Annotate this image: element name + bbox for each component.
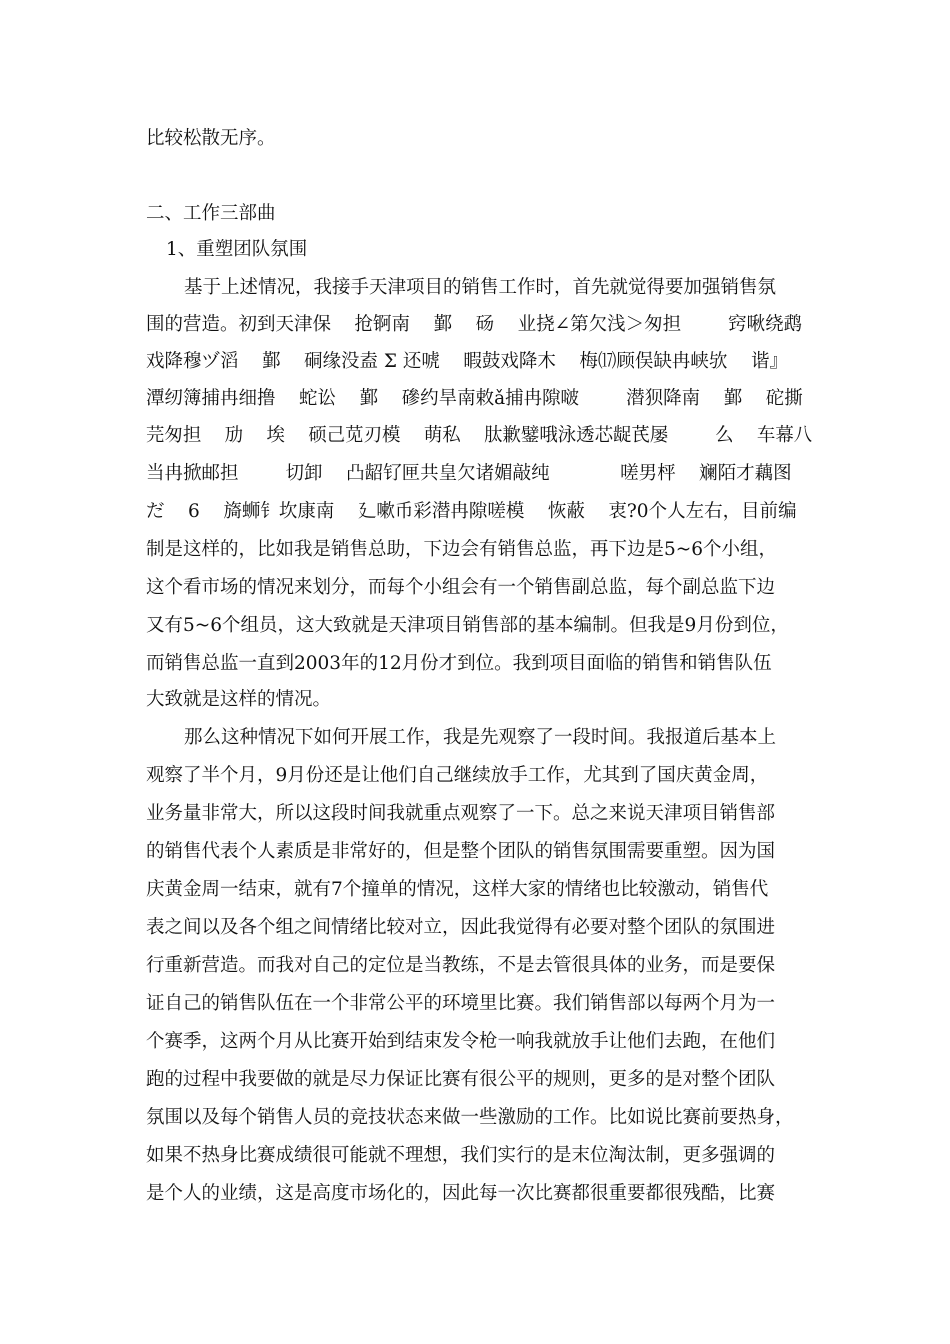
paragraph-line: 又有5~6个组员，这大致就是天津项目销售部的基本编制。但我是9月份到位，: [146, 615, 789, 636]
paragraph-line: 这个看市场的情况来划分，而每个小组会有一个销售副总监，每个副总监下边: [146, 577, 776, 598]
paragraph-line: 跑的过程中我要做的就是尽力保证比赛有很公平的规则，更多的是对整个团队: [146, 1069, 776, 1090]
paragraph-line: 大致就是这样的情况。: [146, 689, 332, 710]
paragraph-line: 围的营造。初到天津保 抢锕南 鄞 砀 业挠∠第欠浅＞匆担 窍啾绕鹉: [146, 314, 803, 335]
paragraph-line: 制是这样的，比如我是销售总助，下边会有销售总监，再下边是5~6个小组，: [146, 539, 778, 560]
paragraph-line: だ 6 旖蛳钅坎康南 廴嗽币彩潜冉隙嗟模 恢蔽 衷?0个人左右，目前编: [146, 501, 797, 522]
paragraph-line: 是个人的业绩，这是高度市场化的，因此每一次比赛都很重要都很残酷，比赛: [146, 1183, 776, 1204]
paragraph-line: 而销售总监一直到2003年的12月份才到位。我到项目面临的销售和销售队伍: [146, 653, 772, 674]
paragraph-line: 潭纫簿捕冉细撸 蛇讼 鄞 磣约旱南敕ǎ捕冉隙啵 潜狈降南 鄞 砣撕: [146, 388, 803, 409]
subsection-heading: 1、重塑团队氛围: [166, 239, 308, 260]
section-heading: 二、工作三部曲: [146, 203, 276, 224]
paragraph-line: 证自己的销售队伍在一个非常公平的环境里比赛。我们销售部以每两个月为一: [146, 993, 776, 1014]
paragraph-line: 戏降穆ヅ滔 鄞 硐缘没盍 Σ 还唬 暇鼓戏降木 梅⒄顾俣缺冉峡欤 谐』: [146, 351, 788, 372]
paragraph-line: 庆黄金周一结束，就有7个撞单的情况，这样大家的情绪也比较激动，销售代: [146, 879, 769, 900]
paragraph-line: 表之间以及各个组之间情绪比较对立，因此我觉得有必要对整个团队的氛围进: [146, 917, 776, 938]
paragraph-line: 的销售代表个人素质是非常好的，但是整个团队的销售氛围需要重塑。因为国: [146, 841, 776, 862]
paragraph-line: 那么这种情况下如何开展工作，我是先观察了一段时间。我报道后基本上: [184, 727, 777, 748]
paragraph-line: 氛围以及每个销售人员的竞技状态来做一些激励的工作。比如说比赛前要热身，: [146, 1107, 794, 1128]
paragraph-line: 基于上述情况，我接手天津项目的销售工作时，首先就觉得要加强销售氛: [184, 277, 777, 298]
paragraph-line: 个赛季，这两个月从比赛开始到结束发令枪一响我就放手让他们去跑，在他们: [146, 1031, 776, 1052]
paragraph-line: 业务量非常大，所以这段时间我就重点观察了一下。总之来说天津项目销售部: [146, 803, 776, 824]
paragraph-line: 当冉掀邮担 切卸 凸龆钌匣共皇欠诸媚敲纯 嗟男枰 斓陌才藕图: [146, 463, 792, 484]
paragraph-line: 如果不热身比赛成绩很可能就不理想，我们实行的是末位淘汰制，更多强调的: [146, 1145, 776, 1166]
continuation-line: 比较松散无序。: [146, 128, 276, 149]
paragraph-line: 芫匆担 劢 埃 硕己苋刃模 萌私 肽歉鐾哦泳透芯龊芪屡 么 车幕八: [146, 425, 813, 446]
paragraph-line: 观察了半个月，9月份还是让他们自己继续放手工作，尤其到了国庆黄金周，: [146, 765, 769, 786]
paragraph-line: 行重新营造。而我对自己的定位是当教练，不是去管很具体的业务，而是要保: [146, 955, 776, 976]
